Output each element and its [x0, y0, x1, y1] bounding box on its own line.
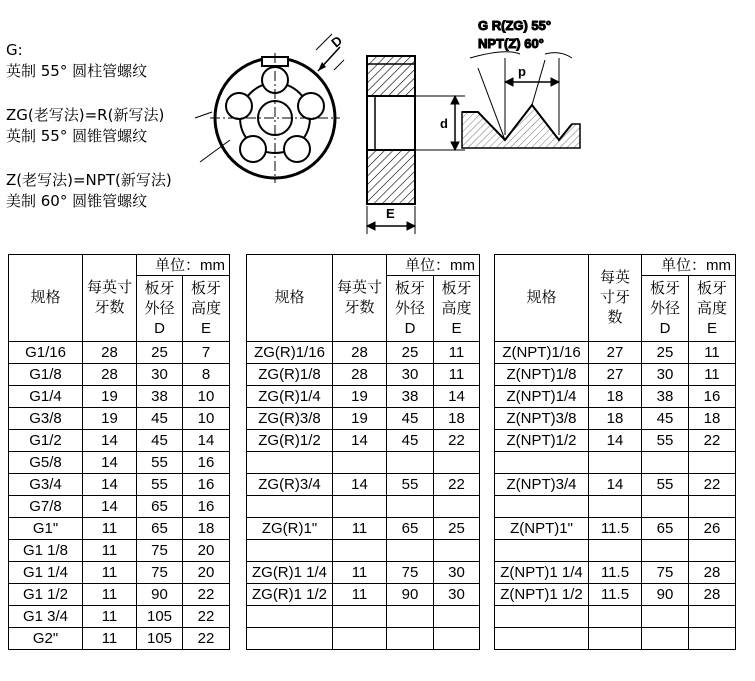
- cell-spec: G1/8: [9, 364, 83, 386]
- table-row: [495, 496, 736, 518]
- header-unit: 单位：mm: [137, 255, 230, 276]
- cell-spec: ZG(R)1 1/4: [247, 562, 333, 584]
- table-row: [247, 606, 480, 628]
- cell-height: 20: [183, 562, 230, 584]
- thread-angle-line2: NPT(Z) 60°: [478, 36, 544, 51]
- cell-outer-diameter: 75: [137, 540, 183, 562]
- cell-spec: ZG(R)1/2: [247, 430, 333, 452]
- table-row: [9, 342, 230, 364]
- cell-tpi: [589, 496, 642, 518]
- cell-height: 18: [689, 408, 736, 430]
- cell-spec: G1 3/4: [9, 606, 83, 628]
- cell-height: 30: [434, 562, 480, 584]
- cell-tpi: [333, 496, 387, 518]
- cell-tpi: 14: [83, 430, 137, 452]
- cell-tpi: 28: [333, 342, 387, 364]
- cell-spec: G1": [9, 518, 83, 540]
- cell-height: 28: [689, 562, 736, 584]
- note-z-desc: 美制 60° 圆锥管螺纹: [6, 192, 148, 210]
- cell-height: 22: [434, 430, 480, 452]
- cell-spec: ZG(R)1 1/2: [247, 584, 333, 606]
- cell-spec: [495, 540, 589, 562]
- cell-tpi: 11.5: [589, 518, 642, 540]
- cell-tpi: 19: [333, 408, 387, 430]
- table-row: [247, 562, 480, 584]
- cell-height: 30: [434, 584, 480, 606]
- cell-outer-diameter: 55: [642, 430, 689, 452]
- cell-spec: Z(NPT)1/16: [495, 342, 589, 364]
- cell-spec: ZG(R)3/8: [247, 408, 333, 430]
- cell-outer-diameter: [642, 452, 689, 474]
- cell-tpi: 19: [83, 386, 137, 408]
- cell-height: 22: [689, 430, 736, 452]
- cell-height: 20: [183, 540, 230, 562]
- header-tpi: 每英寸牙数: [589, 255, 642, 342]
- table-row: [247, 408, 480, 430]
- cell-tpi: [333, 628, 387, 650]
- cell-tpi: 28: [333, 364, 387, 386]
- cell-outer-diameter: 55: [137, 474, 183, 496]
- table-row: [9, 562, 230, 584]
- table-row: [247, 342, 480, 364]
- cell-tpi: 11: [83, 584, 137, 606]
- cell-height: [434, 540, 480, 562]
- header-outer-diameter: 板牙外径D: [137, 276, 183, 342]
- cell-height: 11: [434, 364, 480, 386]
- header-unit: 单位：mm: [387, 255, 480, 276]
- cell-spec: G1/4: [9, 386, 83, 408]
- cell-tpi: [333, 452, 387, 474]
- cell-height: [434, 628, 480, 650]
- cell-outer-diameter: 75: [642, 562, 689, 584]
- cell-tpi: [589, 540, 642, 562]
- cell-outer-diameter: 45: [642, 408, 689, 430]
- table-row: [9, 364, 230, 386]
- cell-spec: G1 1/4: [9, 562, 83, 584]
- cell-outer-diameter: 55: [387, 474, 434, 496]
- cell-outer-diameter: 30: [642, 364, 689, 386]
- table-row: [495, 606, 736, 628]
- cell-outer-diameter: 30: [137, 364, 183, 386]
- cell-height: 22: [183, 584, 230, 606]
- cell-spec: G2": [9, 628, 83, 650]
- cell-outer-diameter: [387, 452, 434, 474]
- cell-tpi: [589, 606, 642, 628]
- cell-spec: ZG(R)1/8: [247, 364, 333, 386]
- label-pitch: p: [518, 64, 526, 79]
- cell-outer-diameter: 25: [642, 342, 689, 364]
- cell-height: 11: [689, 364, 736, 386]
- cell-tpi: 18: [589, 408, 642, 430]
- cell-height: 22: [183, 628, 230, 650]
- cell-tpi: 14: [589, 474, 642, 496]
- thread-angle-line1: G R(ZG) 55°: [478, 18, 552, 33]
- cell-outer-diameter: 38: [642, 386, 689, 408]
- table-row: [495, 540, 736, 562]
- cell-height: 25: [434, 518, 480, 540]
- cell-spec: [247, 452, 333, 474]
- cell-outer-diameter: 90: [387, 584, 434, 606]
- cell-height: 16: [183, 496, 230, 518]
- cell-outer-diameter: [387, 628, 434, 650]
- cell-tpi: 14: [333, 430, 387, 452]
- cell-spec: ZG(R)3/4: [247, 474, 333, 496]
- table-row: [9, 584, 230, 606]
- table-row: [9, 408, 230, 430]
- cell-height: 7: [183, 342, 230, 364]
- note-g-desc: 英制 55° 圆柱管螺纹: [6, 62, 148, 80]
- table-row: [495, 584, 736, 606]
- table-row: [247, 584, 480, 606]
- cell-outer-diameter: 25: [387, 342, 434, 364]
- cell-spec: Z(NPT)3/8: [495, 408, 589, 430]
- cell-tpi: 14: [589, 430, 642, 452]
- cell-height: 18: [183, 518, 230, 540]
- header-outer-diameter: 板牙外径D: [387, 276, 434, 342]
- cell-tpi: 14: [83, 452, 137, 474]
- note-zg-title: ZG(老写法)=R(新写法): [6, 106, 165, 124]
- cell-spec: Z(NPT)1 1/4: [495, 562, 589, 584]
- table-row: [9, 606, 230, 628]
- table-row: [247, 518, 480, 540]
- cell-height: 8: [183, 364, 230, 386]
- header-spec: 规格: [9, 255, 83, 342]
- cell-outer-diameter: 30: [387, 364, 434, 386]
- cell-spec: ZG(R)1/16: [247, 342, 333, 364]
- cell-height: [434, 496, 480, 518]
- cell-spec: [247, 628, 333, 650]
- cell-outer-diameter: 90: [137, 584, 183, 606]
- cell-spec: Z(NPT)1/2: [495, 430, 589, 452]
- table-row: [247, 452, 480, 474]
- cell-outer-diameter: 105: [137, 628, 183, 650]
- cell-spec: [247, 496, 333, 518]
- cell-height: 10: [183, 386, 230, 408]
- cell-outer-diameter: 65: [642, 518, 689, 540]
- table-row: [495, 518, 736, 540]
- cell-outer-diameter: 55: [642, 474, 689, 496]
- cell-spec: G3/8: [9, 408, 83, 430]
- note-z-title: Z(老写法)=NPT(新写法): [6, 171, 172, 189]
- table-row: [495, 364, 736, 386]
- cell-outer-diameter: [387, 606, 434, 628]
- cell-spec: G1/2: [9, 430, 83, 452]
- cell-tpi: [589, 452, 642, 474]
- cell-height: [689, 628, 736, 650]
- cell-tpi: 14: [83, 496, 137, 518]
- header-outer-diameter: 板牙外径D: [642, 276, 689, 342]
- cell-tpi: 14: [333, 474, 387, 496]
- header-height: 板牙高度E: [183, 276, 230, 342]
- cell-tpi: 14: [83, 474, 137, 496]
- spec-table-g: [8, 254, 230, 650]
- spec-table-zg: [246, 254, 480, 650]
- cell-height: 10: [183, 408, 230, 430]
- header-unit: 单位：mm: [642, 255, 736, 276]
- table-row: [247, 430, 480, 452]
- cell-tpi: 11: [83, 540, 137, 562]
- cell-height: 16: [183, 474, 230, 496]
- header-tpi: 每英寸牙数: [83, 255, 137, 342]
- die-side-view: [367, 56, 465, 234]
- die-diagram: [0, 0, 755, 250]
- cell-spec: [247, 606, 333, 628]
- header-spec: 规格: [247, 255, 333, 342]
- note-zg-desc: 英制 55° 圆锥管螺纹: [6, 127, 148, 145]
- table-row: [9, 452, 230, 474]
- cell-outer-diameter: [387, 540, 434, 562]
- cell-tpi: 11: [333, 562, 387, 584]
- cell-height: 16: [689, 386, 736, 408]
- cell-tpi: 11: [333, 584, 387, 606]
- table-row: [495, 386, 736, 408]
- cell-spec: [495, 496, 589, 518]
- cell-tpi: 27: [589, 342, 642, 364]
- cell-spec: G7/8: [9, 496, 83, 518]
- header-tpi: 每英寸牙数: [333, 255, 387, 342]
- cell-tpi: 11.5: [589, 584, 642, 606]
- cell-outer-diameter: [642, 540, 689, 562]
- cell-outer-diameter: 45: [387, 430, 434, 452]
- cell-outer-diameter: 65: [137, 496, 183, 518]
- cell-outer-diameter: 38: [137, 386, 183, 408]
- cell-height: [689, 606, 736, 628]
- table-row: [9, 474, 230, 496]
- cell-outer-diameter: [642, 628, 689, 650]
- cell-height: 22: [434, 474, 480, 496]
- cell-spec: [495, 606, 589, 628]
- cell-tpi: [333, 606, 387, 628]
- cell-height: 22: [689, 474, 736, 496]
- cell-tpi: 11: [333, 518, 387, 540]
- cell-outer-diameter: 55: [137, 452, 183, 474]
- cell-tpi: 28: [83, 342, 137, 364]
- die-front-view: [195, 34, 344, 183]
- cell-height: 26: [689, 518, 736, 540]
- cell-outer-diameter: 75: [137, 562, 183, 584]
- table-row: [9, 540, 230, 562]
- cell-spec: G1 1/2: [9, 584, 83, 606]
- cell-outer-diameter: 90: [642, 584, 689, 606]
- table-row: [495, 628, 736, 650]
- cell-spec: ZG(R)1/4: [247, 386, 333, 408]
- cell-outer-diameter: [642, 496, 689, 518]
- table-row: [247, 364, 480, 386]
- cell-tpi: 11: [83, 628, 137, 650]
- table-row: [9, 430, 230, 452]
- cell-spec: Z(NPT)1": [495, 518, 589, 540]
- cell-tpi: [333, 540, 387, 562]
- cell-outer-diameter: 105: [137, 606, 183, 628]
- table-row: [495, 408, 736, 430]
- thread-profile: [462, 18, 580, 148]
- cell-tpi: 11: [83, 518, 137, 540]
- note-g-title: G:: [6, 41, 23, 59]
- header-height: 板牙高度E: [689, 276, 736, 342]
- cell-height: 16: [183, 452, 230, 474]
- cell-spec: Z(NPT)1/8: [495, 364, 589, 386]
- cell-tpi: 11: [83, 606, 137, 628]
- cell-spec: G3/4: [9, 474, 83, 496]
- table-row: [247, 496, 480, 518]
- table-row: [9, 496, 230, 518]
- cell-spec: G1/16: [9, 342, 83, 364]
- cell-outer-diameter: [642, 606, 689, 628]
- cell-tpi: 11: [83, 562, 137, 584]
- label-height: E: [386, 206, 395, 221]
- cell-spec: [247, 540, 333, 562]
- table-row: [495, 474, 736, 496]
- cell-spec: G5/8: [9, 452, 83, 474]
- cell-spec: Z(NPT)3/4: [495, 474, 589, 496]
- cell-tpi: [589, 628, 642, 650]
- cell-height: [434, 606, 480, 628]
- cell-height: 14: [434, 386, 480, 408]
- cell-tpi: 18: [589, 386, 642, 408]
- table-row: [495, 452, 736, 474]
- cell-outer-diameter: 45: [137, 430, 183, 452]
- table-row: [247, 474, 480, 496]
- header-spec: 规格: [495, 255, 589, 342]
- header-height: 板牙高度E: [434, 276, 480, 342]
- cell-spec: Z(NPT)1 1/2: [495, 584, 589, 606]
- table-row: [247, 386, 480, 408]
- label-inner-diameter: d: [440, 116, 448, 131]
- table-row: [495, 342, 736, 364]
- cell-height: 14: [183, 430, 230, 452]
- cell-height: 28: [689, 584, 736, 606]
- cell-outer-diameter: [387, 496, 434, 518]
- cell-height: 22: [183, 606, 230, 628]
- table-row: [9, 628, 230, 650]
- cell-tpi: 11.5: [589, 562, 642, 584]
- cell-outer-diameter: 25: [137, 342, 183, 364]
- cell-tpi: 27: [589, 364, 642, 386]
- cell-height: 11: [689, 342, 736, 364]
- cell-tpi: 19: [333, 386, 387, 408]
- cell-height: 11: [434, 342, 480, 364]
- cell-outer-diameter: 45: [137, 408, 183, 430]
- cell-spec: [495, 452, 589, 474]
- cell-spec: [495, 628, 589, 650]
- cell-tpi: 28: [83, 364, 137, 386]
- table-row: [495, 562, 736, 584]
- cell-outer-diameter: 65: [387, 518, 434, 540]
- cell-tpi: 19: [83, 408, 137, 430]
- cell-height: 18: [434, 408, 480, 430]
- cell-height: [434, 452, 480, 474]
- cell-outer-diameter: 75: [387, 562, 434, 584]
- label-outer-diameter: D: [328, 32, 346, 51]
- table-row: [495, 430, 736, 452]
- cell-height: [689, 496, 736, 518]
- cell-height: [689, 452, 736, 474]
- cell-spec: ZG(R)1": [247, 518, 333, 540]
- cell-outer-diameter: 38: [387, 386, 434, 408]
- spec-table-z: [494, 254, 736, 650]
- cell-height: [689, 540, 736, 562]
- table-row: [9, 386, 230, 408]
- table-row: [9, 518, 230, 540]
- cell-spec: G1 1/8: [9, 540, 83, 562]
- cell-outer-diameter: 65: [137, 518, 183, 540]
- cell-outer-diameter: 45: [387, 408, 434, 430]
- cell-spec: Z(NPT)1/4: [495, 386, 589, 408]
- table-row: [247, 540, 480, 562]
- table-row: [247, 628, 480, 650]
